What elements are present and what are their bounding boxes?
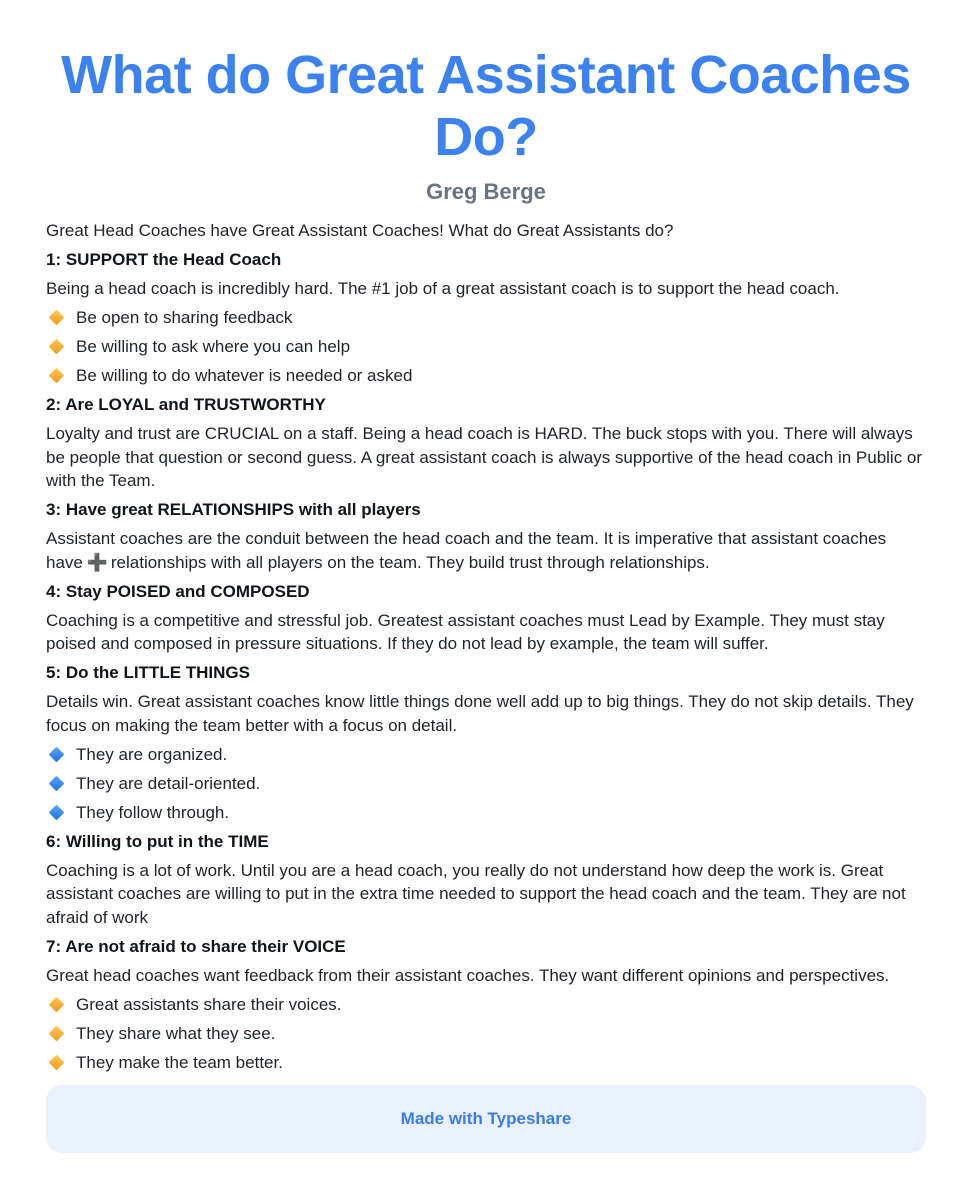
blue-diamond-icon bbox=[49, 775, 65, 791]
section-body: Details win. Great assistant coaches know little things done well add up to big things. They do not skip details. They focus on making the team better with a focus on detail. bbox=[46, 692, 914, 735]
list-item bbox=[46, 743, 926, 767]
section-heading: 1: SUPPORT the Head Coach bbox=[46, 250, 282, 269]
author-name: Greg Berge bbox=[426, 179, 546, 204]
list-item-text: They follow through. bbox=[76, 802, 230, 822]
section-body: Coaching is a lot of work. Until you are a head coach, you really do not understand how deep the work is. Great assistant coaches are willing to put in the extra time needed to support the head coach and the team. They are not afraid of work bbox=[46, 860, 906, 927]
list-item bbox=[46, 1022, 926, 1046]
footer-label: Made with Typeshare bbox=[400, 1109, 572, 1128]
orange-diamond-icon bbox=[49, 339, 65, 355]
section-body: Loyalty and trust are CRUCIAL on a staff. Being a head coach is HARD. The buck stops with you. There will always be people that question or second guess. A great assistant coach is always supportive of the head coach in Public or with the Team. bbox=[46, 424, 923, 490]
section-heading: 5: Do the LITTLE THINGS bbox=[46, 663, 250, 682]
list-item-text: They make the team better. bbox=[76, 1052, 283, 1072]
list-item bbox=[46, 306, 926, 330]
plus-icon: ➕ bbox=[86, 552, 109, 572]
page-title: What do Great Assistant Coaches Do? bbox=[61, 45, 911, 167]
list-item-text: Be willing to do whatever is needed or asked bbox=[76, 366, 413, 385]
list-item bbox=[46, 364, 926, 388]
section-body bbox=[46, 527, 926, 574]
list-item-text: Be open to sharing feedback bbox=[76, 308, 293, 327]
made-with-typeshare-banner[interactable] bbox=[46, 1085, 926, 1153]
section-heading: 6: Willing to put in the TIME bbox=[46, 831, 269, 851]
blue-diamond-icon bbox=[49, 746, 65, 762]
section-body-end: relationships with all players on the team. They build trust through relationships. bbox=[110, 552, 710, 572]
orange-diamond-icon bbox=[49, 996, 65, 1012]
orange-diamond-icon bbox=[49, 368, 65, 384]
list-item-text: They are detail-oriented. bbox=[76, 773, 261, 793]
section-body: Great head coaches want feedback from their assistant coaches. They want different opinions and perspectives. bbox=[46, 965, 890, 985]
section-heading: 4: Stay POISED and COMPOSED bbox=[46, 581, 310, 601]
section-heading: 3: Have great RELATIONSHIPS with all players bbox=[46, 500, 421, 519]
list-item bbox=[46, 772, 926, 796]
list-item bbox=[46, 993, 926, 1017]
list-item-text: They are organized. bbox=[76, 744, 228, 764]
list-item-text: Great assistants share their voices. bbox=[76, 994, 342, 1014]
section-body: Coaching is a competitive and stressful job. Greatest assistant coaches must Lead by Example. They must stay poised and composed in pressure situations. If they do not lead by example, the team will suffer. bbox=[46, 610, 885, 653]
section-heading: 7: Are not afraid to share their VOICE bbox=[46, 936, 346, 956]
blue-diamond-icon bbox=[49, 804, 65, 820]
intro-paragraph: Great Head Coaches have Great Assistant Coaches! What do Great Assistants do? bbox=[46, 221, 674, 240]
list-item-text: Be willing to ask where you can help bbox=[76, 337, 351, 356]
orange-diamond-icon bbox=[49, 310, 65, 326]
list-item bbox=[46, 335, 926, 359]
article-body bbox=[46, 219, 926, 1074]
section-heading: 2: Are LOYAL and TRUSTWORTHY bbox=[46, 395, 326, 414]
section-body: Being a head coach is incredibly hard. The #1 job of a great assistant coach is to support the head coach. bbox=[46, 279, 840, 298]
orange-diamond-icon bbox=[49, 1025, 65, 1041]
list-item bbox=[46, 1051, 926, 1075]
orange-diamond-icon bbox=[49, 1054, 65, 1070]
section-body-start: Assistant coaches are the conduit between the head coach and the team. It is imperative that assistant coaches have bbox=[46, 529, 887, 572]
list-item bbox=[46, 801, 926, 825]
list-item-text: They share what they see. bbox=[76, 1023, 276, 1043]
